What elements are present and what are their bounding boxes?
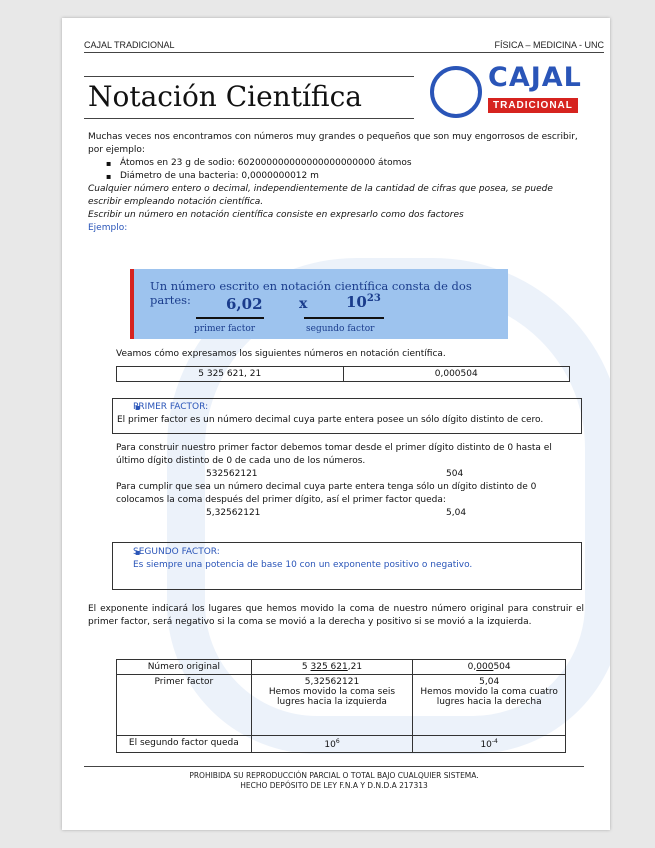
example-bar-2	[304, 317, 384, 319]
title-rule-bottom	[84, 118, 414, 119]
example-times: x	[299, 296, 308, 312]
original-b-underlined: 000	[476, 662, 494, 672]
example-label-primer: primer factor	[194, 324, 256, 334]
footer-line-1: PROHIBIDA SU REPRODUCCIÓN PARCIAL O TOTAL BAJO CUALQUIER SISTEMA.	[189, 771, 479, 780]
numbers-table	[116, 366, 570, 382]
lead-text: Veamos cómo expresamos los siguientes números en notación científica.	[116, 349, 446, 359]
original-a-underlined: 325 621	[310, 662, 348, 672]
table-row	[117, 675, 566, 736]
decimals-row	[116, 507, 576, 520]
primer-b-note: Hemos movido la coma cuatro lugres hacia la derecha	[420, 687, 558, 707]
digits-2: 504	[446, 469, 464, 479]
example-bar-1	[196, 317, 264, 319]
header-left: CAJAL TRADICIONAL	[84, 40, 175, 50]
number-cell-2: 0,000504	[343, 367, 570, 382]
original-a-post: ,21	[347, 662, 363, 672]
original-a	[251, 660, 413, 675]
cajal-logo	[430, 60, 580, 122]
title-rule-top	[84, 76, 414, 77]
table-row	[117, 736, 566, 753]
para-coma: Para cumplir que sea un número decimal cuya parte entera tenga sólo un dígito distinto de 0 colocamos la coma después del primer dígito, así el primer factor queda:	[116, 482, 537, 505]
primer-b-value: 5,04	[479, 677, 500, 687]
example-label: Ejemplo:	[88, 223, 128, 233]
primer-heading-text: PRIMER FACTOR:	[133, 402, 209, 412]
original-b-post: 504	[493, 662, 511, 672]
example-factor2-exp: 23	[366, 293, 381, 304]
bullet-sodium: ▪ Átomos en 23 g de sodio: 602000000000000000000000 átomos	[88, 157, 578, 170]
decimal-1: 5,32562121	[206, 508, 261, 518]
row-label-segundo: El segundo factor queda	[117, 736, 252, 753]
example-factor2-base: 10	[346, 293, 367, 311]
para-construct: Para construir nuestro primer factor debemos tomar desde el primer dígito distinto de 0 hasta el último dígito distinto de 0 de cada uno de los números.	[116, 443, 552, 466]
page-title: Notación Científica	[88, 80, 362, 113]
original-b-pre: 0,	[467, 662, 477, 672]
example-factor2	[346, 293, 381, 311]
primer-b	[413, 675, 566, 736]
summary-table	[116, 659, 566, 753]
table-row	[117, 367, 570, 382]
footer-line-2: HECHO DEPÓSITO DE LEY F.N.A Y D.N.D.A 217313	[240, 781, 428, 790]
segundo-b	[413, 736, 566, 753]
decimal-2: 5,04	[446, 508, 467, 518]
header-right: FÍSICA – MEDICINA - UNC	[494, 40, 604, 50]
number-cell-1: 5 325 621, 21	[117, 367, 344, 382]
page-header	[84, 40, 604, 53]
segundo-b-exp: -4	[491, 738, 498, 745]
example-label-segundo: segundo factor	[306, 324, 375, 334]
segundo-a	[251, 736, 413, 753]
intro-block	[88, 131, 578, 235]
row-label-original: Número original	[117, 660, 252, 675]
segundo-heading: ▪ SEGUNDO FACTOR:	[117, 546, 577, 559]
digits-row	[116, 468, 576, 481]
row-label-primer: Primer factor	[117, 675, 252, 736]
exponent-paragraph: El exponente indicará los lugares que hemos movido la coma de nuestro número original para construir el primer factor, será negativo si la coma se movió a la derecha y positivo si se movió a la izquierda.	[88, 604, 584, 627]
logo-brand: CAJAL	[488, 62, 582, 93]
bullet-bacteria: ▪ Diámetro de una bacteria: 0,0000000012 m	[88, 170, 578, 183]
example-title: Un número escrito en notación científica consta de dos partes:	[150, 279, 472, 307]
document-page	[62, 18, 610, 830]
page-footer	[84, 766, 584, 791]
digits-1: 532562121	[206, 469, 258, 479]
primer-factor-box	[112, 398, 582, 434]
segundo-text: Es siempre una potencia de base 10 con un exponente positivo o negativo.	[133, 560, 473, 570]
logo-head-icon	[430, 66, 482, 118]
primer-text: El primer factor es un número decimal cuya parte entera posee un sólo dígito distinto de cero.	[117, 415, 544, 425]
segundo-factor-box	[112, 542, 582, 590]
example-factor1: 6,02	[226, 295, 263, 313]
segundo-a-base: 10	[324, 740, 336, 750]
primer-a-value: 5,32562121	[304, 677, 360, 687]
intro-text: Muchas veces nos encontramos con números muy grandes o pequeños que son muy engorrosos de escribir, por ejemplo:	[88, 132, 578, 155]
construction-block	[116, 442, 576, 520]
primer-heading	[117, 401, 577, 414]
segundo-a-exp: 6	[335, 738, 340, 745]
table-row	[117, 660, 566, 675]
segundo-b-base: 10	[480, 740, 492, 750]
italic-note-1: Cualquier número entero o decimal, independientemente de la cantidad de cifras que posea, se puede escribir empleando notación científica.	[88, 184, 553, 207]
primer-a-note: Hemos movido la coma seis lugres hacia la izquierda	[268, 687, 396, 707]
example-box	[130, 269, 508, 339]
logo-sub: TRADICIONAL	[488, 98, 578, 113]
primer-a	[251, 675, 413, 736]
original-a-pre: 5	[301, 662, 311, 672]
italic-note-2: Escribir un número en notación científica consiste en expresarlo como dos factores	[88, 210, 464, 220]
original-b	[413, 660, 566, 675]
